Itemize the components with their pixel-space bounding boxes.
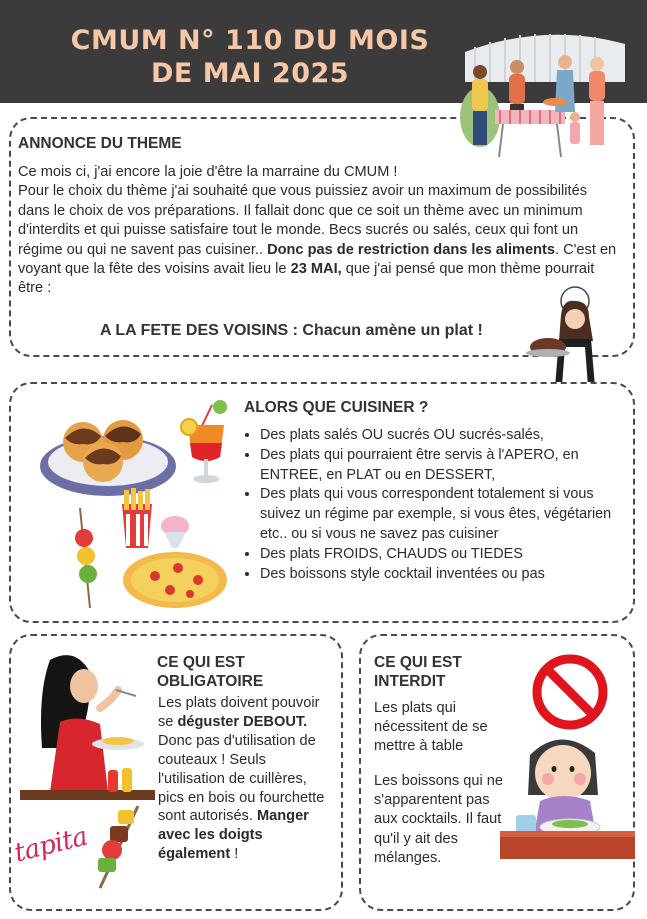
list-item: • Des plats salés OU sucrés OU sucrés-salés, bbox=[260, 426, 630, 446]
tapita-signature-text: tapita bbox=[11, 821, 91, 869]
mandatory-heading-line-1: CE QUI EST bbox=[157, 654, 245, 671]
pastries-plate-illustration bbox=[38, 400, 178, 500]
forbidden-text-2: Les boissons qui ne s'apparentent pas aux cocktails. Il faut qu'il y ait des mélanges. bbox=[374, 773, 503, 866]
announce-p2 bbox=[18, 182, 622, 298]
list-item: • Des boissons style cocktail inventées ou pas bbox=[260, 565, 630, 585]
list-item: • Des plats FROIDS, CHAUDS ou TIEDES bbox=[260, 545, 630, 565]
announce-heading: ANNONCE DU THEME bbox=[18, 135, 182, 152]
announce-p1: Ce mois ci, j'ai encore la joie d'être la marraine du CMUM ! bbox=[18, 164, 398, 180]
title-line-2: DE MAI 2025 bbox=[150, 58, 350, 89]
fries-pizza-skewer-illustration bbox=[60, 488, 235, 610]
list-item: • Des plats qui pourraient être servis à l'APERO, en ENTREE, en PLAT ou en DESSERT, bbox=[260, 446, 630, 486]
title-line-1: CMUM N° 110 DU MOIS bbox=[70, 25, 430, 56]
mandatory-heading-line-2: OBLIGATOIRE bbox=[157, 673, 264, 690]
girl-eating-at-table-illustration bbox=[500, 725, 635, 865]
cook-list bbox=[245, 426, 630, 584]
mandatory-t3: Donc pas d'utilisation de couteaux ! Seuls l'utilisation de cuillères, pics en bois ou fourchette sont autorisés. bbox=[158, 732, 325, 825]
announce-p2a: Pour le choix du thème j'ai souhaité que vous puissiez avoir un maximum de possibilités dans le choix de vos préparations. Il fallait donc que ce soit un thème avec un minimum d'interdits et qui puisse satisfaire tout le monde. Becs sucrés ou salés, ceux qui font un régime ou qui ne savent pas cuisiner.. bbox=[18, 183, 587, 258]
mandatory-t4: Manger avec les doigts également bbox=[158, 808, 309, 863]
announce-slogan: A LA FETE DES VOISINS : Chacun amène un plat ! bbox=[100, 322, 483, 339]
mandatory-heading bbox=[157, 653, 263, 691]
tapita-signature bbox=[11, 821, 91, 872]
list-item: • Des plats qui vous correspondent totalement si vous suivez un régime par exemple, si vous êtes, végétarien etc.. ou si vous ne savez pas cuisiner bbox=[260, 485, 630, 544]
page-title bbox=[40, 24, 460, 90]
prohibited-sign-icon bbox=[530, 652, 610, 732]
announce-p2-bold: Donc pas de restriction dans les aliments bbox=[267, 241, 555, 258]
mandatory-t2: déguster DEBOUT. bbox=[177, 713, 308, 730]
announce-p2e: que j'ai pensé que mon thème pourrait être : bbox=[18, 261, 595, 297]
cocktail-glass-icon bbox=[180, 395, 235, 485]
cook-heading: ALORS QUE CUISINER ? bbox=[244, 399, 429, 416]
forbidden-heading bbox=[374, 653, 462, 691]
forbidden-text-1: Les plats qui nécessitent de se mettre à table bbox=[374, 700, 488, 755]
skewer-icon bbox=[86, 800, 152, 892]
woman-eating-illustration bbox=[20, 652, 155, 800]
announce-p2c: . C'est en voyant que la fête des voisins avait lieu le bbox=[18, 241, 617, 278]
neighbors-party-illustration bbox=[455, 22, 630, 162]
forbidden-heading-line-2: INTERDIT bbox=[374, 673, 446, 690]
announce-date: 23 MAI, bbox=[290, 261, 342, 278]
mandatory-t1: Les plats doivent pouvoir se bbox=[158, 695, 320, 730]
mandatory-t5: ! bbox=[230, 846, 239, 863]
mandatory-text bbox=[158, 694, 333, 864]
forbidden-heading-line-1: CE QUI EST bbox=[374, 654, 462, 671]
announce-text bbox=[18, 163, 622, 299]
